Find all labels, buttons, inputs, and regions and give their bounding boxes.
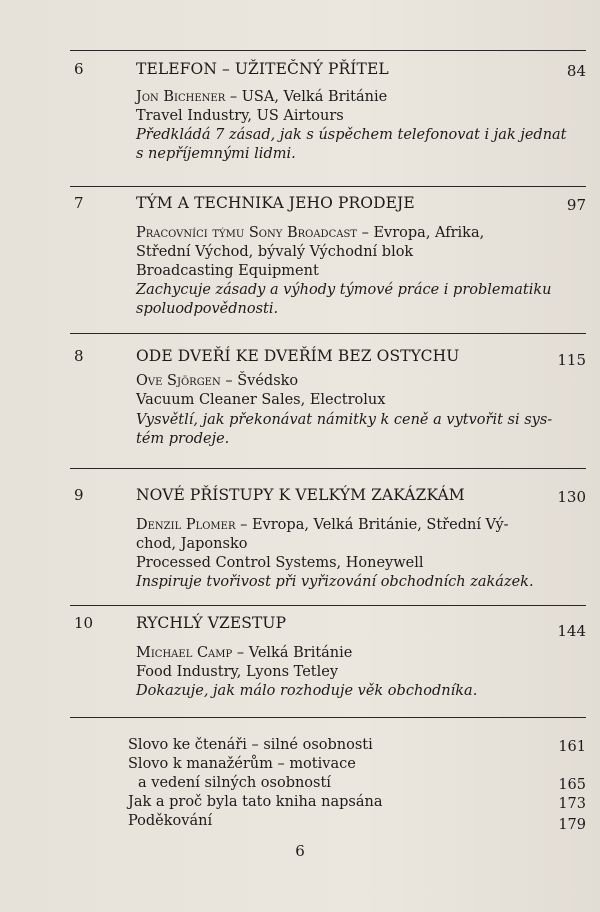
- footer-page-number: 6: [295, 842, 305, 860]
- back-matter-label: Poděkování: [128, 813, 213, 829]
- back-matter-page: 179: [558, 817, 586, 833]
- chapter-company: Food Industry, Lyons Tetley: [136, 664, 339, 680]
- back-matter-page: 165: [558, 777, 586, 793]
- toc-entry: [70, 333, 586, 447]
- chapter-description: s nepříjemnými lidmi.: [136, 146, 296, 162]
- chapter-author: Michael Camp – Velká Británie: [136, 645, 353, 661]
- divider: [70, 468, 586, 469]
- chapter-description: tém prodeje.: [136, 431, 230, 447]
- chapter-description: Inspiruje tvořivost při vyřizování obchodních zakázek.: [136, 574, 534, 590]
- back-matter-label: Slovo ke čtenáři – silné osobnosti: [128, 737, 373, 753]
- back-matter-label: Slovo k manažérům – motivace: [128, 756, 356, 772]
- chapter-title: ODE DVEŘÍ KE DVEŘÍM BEZ OSTYCHU: [136, 347, 460, 365]
- chapter-company: Vacuum Cleaner Sales, Electrolux: [136, 392, 386, 408]
- chapter-title: NOVÉ PŘÍSTUPY K VELKÝM ZAKÁZKÁM: [136, 486, 465, 504]
- chapter-title: TÝM A TECHNIKA JEHO PRODEJE: [136, 194, 415, 212]
- chapter-author-region: Střední Východ, bývalý Východní blok: [136, 244, 414, 260]
- back-matter-label: Jak a proč byla tato kniha napsána: [128, 794, 383, 810]
- chapter-page: 84: [566, 62, 586, 80]
- chapter-title: TELEFON – UŽITEČNÝ PŘÍTEL: [136, 60, 389, 78]
- toc-entry: [70, 468, 586, 590]
- chapter-description: Dokazuje, jak málo rozhoduje věk obchodníka.: [136, 683, 478, 699]
- chapter-company: Travel Industry, US Airtours: [136, 108, 344, 124]
- back-matter-page: 173: [558, 796, 586, 812]
- chapter-number: 7: [74, 194, 84, 212]
- chapter-page: 115: [557, 351, 586, 369]
- toc-back-matter: [70, 717, 586, 833]
- chapter-company: Broadcasting Equipment: [136, 263, 319, 279]
- chapter-description: spoluodpovědnosti.: [136, 301, 279, 317]
- chapter-author: Ove Sjörgen – Švédsko: [136, 373, 299, 389]
- divider: [70, 605, 586, 606]
- chapter-title: RYCHLÝ VZESTUP: [136, 614, 287, 632]
- chapter-author: Jon Bichener – USA, Velká Británie: [136, 89, 388, 105]
- back-matter-label: a vedení silných osobností: [138, 775, 331, 791]
- chapter-page: 97: [566, 196, 586, 214]
- chapter-company: Processed Control Systems, Honeywell: [136, 555, 424, 571]
- chapter-page: 130: [557, 488, 586, 506]
- chapter-number: 10: [74, 614, 94, 632]
- chapter-number: 8: [74, 347, 84, 365]
- chapter-author: Pracovníci týmu Sony Broadcast – Evropa, Afrika,: [136, 225, 485, 241]
- divider: [70, 333, 586, 334]
- chapter-author-region: chod, Japonsko: [136, 536, 248, 552]
- chapter-description: Předkládá 7 zásad, jak s úspěchem telefonovat i jak jednat: [136, 127, 567, 143]
- divider: [70, 717, 586, 718]
- toc-entry: [70, 186, 586, 317]
- divider: [70, 50, 586, 51]
- back-matter-page: 161: [558, 739, 586, 755]
- toc-entry: [70, 605, 586, 699]
- chapter-number: 9: [74, 486, 84, 504]
- toc-entry: [70, 50, 586, 162]
- chapter-author: Denzil Plomer – Evropa, Velká Británie, Střední Vý-: [136, 517, 509, 533]
- chapter-description: Vysvětlí, jak překonávat námitky k ceně a vytvořit si sys-: [136, 412, 553, 428]
- divider: [70, 186, 586, 187]
- chapter-page: 144: [557, 622, 586, 640]
- chapter-description: Zachycuje zásady a výhody týmové práce i problematiku: [136, 282, 552, 298]
- chapter-number: 6: [74, 60, 84, 78]
